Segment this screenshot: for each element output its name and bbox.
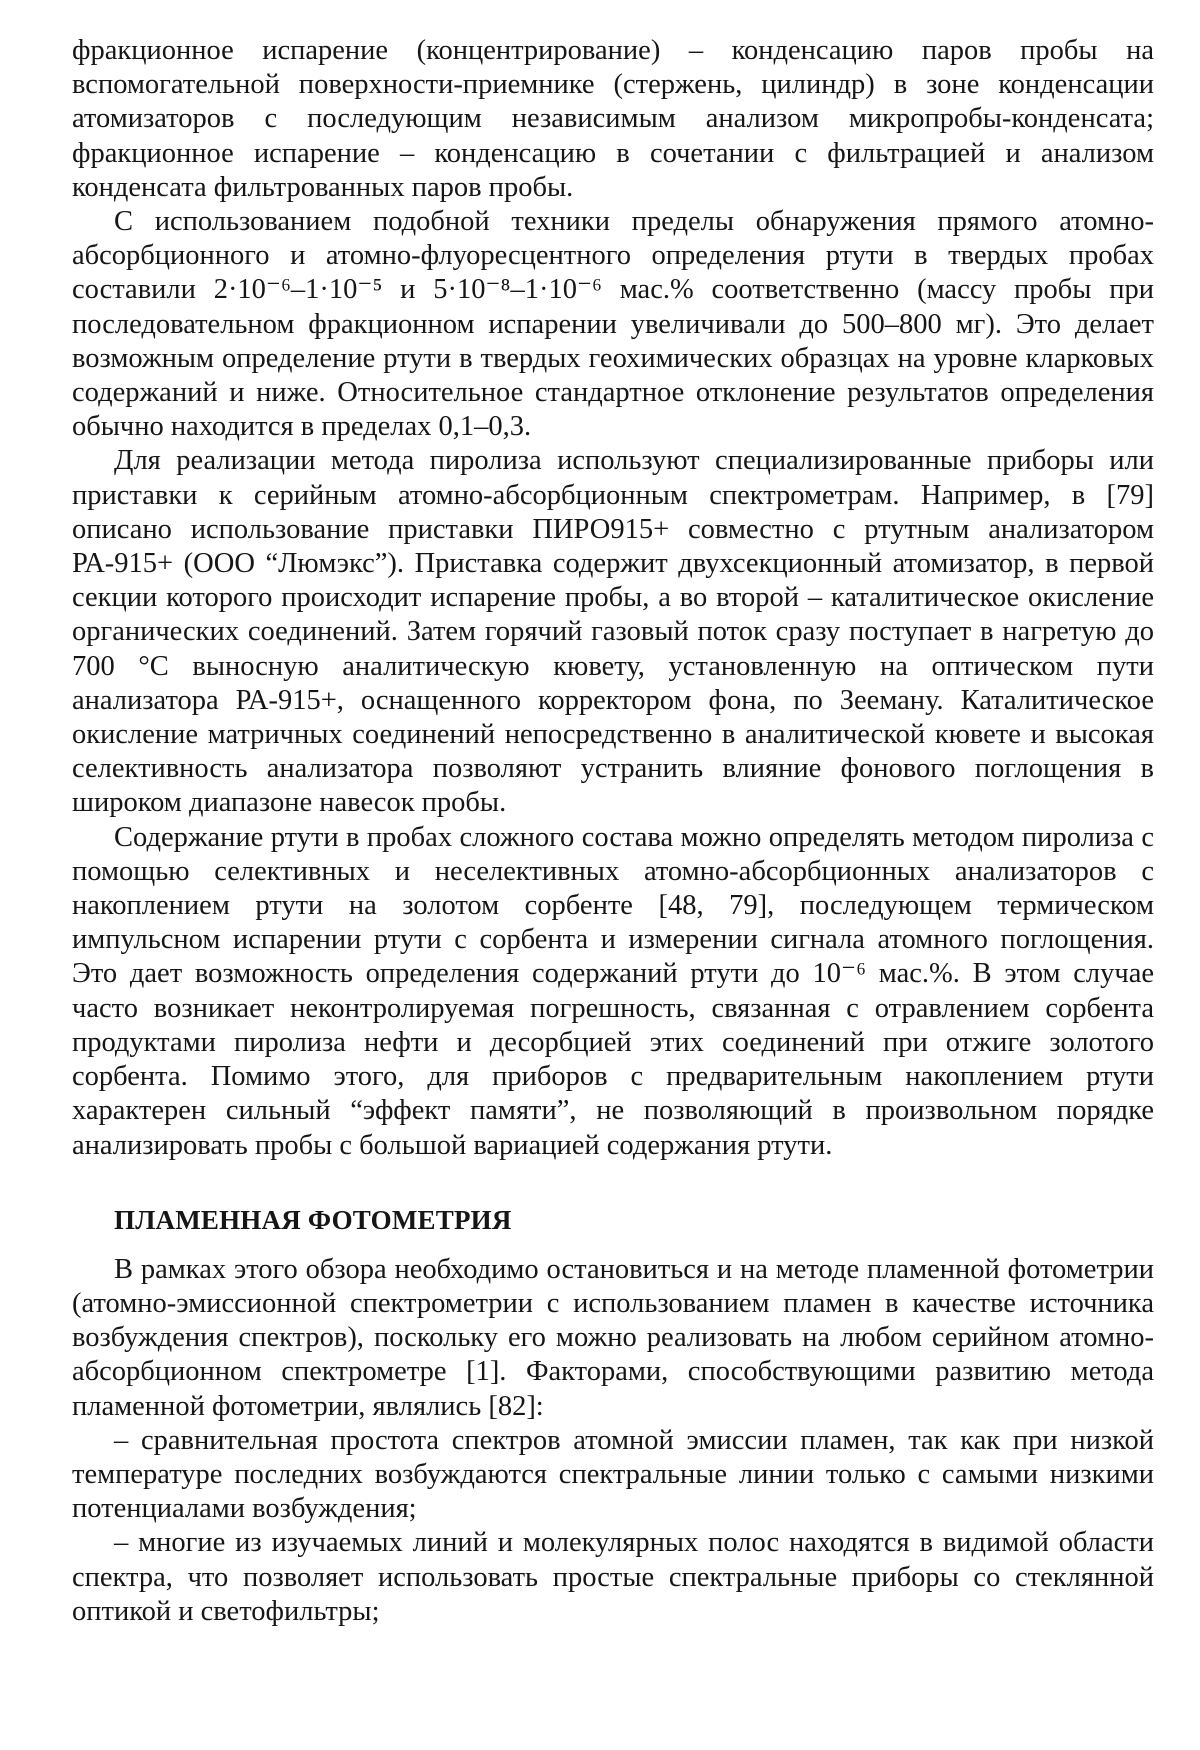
paragraph-gold-sorbent: Содержание ртути в пробах сложного состава можно определять методом пиролиза с помощью селективных и неселективных атомно-абсорбционных анализаторов с накоплением ртути на золотом сорбенте [48, 79], последующем термическом импульсном испарении ртути с сорбента и измерении сигнала атомного поглощения. Это дает возможность определения содержаний ртути до 10⁻⁶ мас.%. В этом случае часто возникает неконтролируемая погрешность, связанная с отравлением сорбента продуктами пиролиза нефти и десорбцией этих соединений при отжиге золотого сорбента. Помимо этого, для приборов с предварительным накоплением ртути характерен сильный “эффект памяти”, не позволяющий в произвольном порядке анализировать пробы с большой вариацией содержания ртути. [72,821,1154,1161]
paragraph-flame-photometry-intro: В рамках этого обзора необходимо остановиться и на методе пламенной фотометрии (атомно-эмиссионной спектрометрии с использованием пламен в качестве источника возбуждения спектров), поскольку его можно реализовать на любом серийном атомно-абсорбционном спектрометре [1]. Факторами, способствующими развитию метода пламенной фотометрии, являлись [82]: [72,1253,1154,1422]
paragraph-pyrolysis-devices: Для реализации метода пиролиза используют специализированные приборы или приставки к серийным атомно-абсорбционным спектрометрам. Например, в [79] описано использование приставки ПИРО915+ совместно с ртутным анализатором РА-915+ (ООО “Люмэкс”). Приставка содержит двухсекционный атомизатор, в первой секции которого происходит испарение пробы, а во второй – каталитическое окисление органических соединений. Затем горячий газовый поток сразу поступает в нагретую до 700 °С выносную аналитическую кювету, установленную на оптическом пути анализатора РА-915+, оснащенного корректором фона, по Зееману. Каталитическое окисление матричных соединений непосредственно в аналитической кювете и высокая селективность анализатора позволяют устранить влияние фонового поглощения в широком диапазоне навесок пробы. [72,445,1154,819]
list-item: – сравнительная простота спектров атомной эмиссии пламен, так как при низкой температуре последних возбуждаются спектральные линии только с самыми низкими потенциалами возбуждения; [72,1424,1154,1525]
paragraph-continuation: фракционное испарение (концентрирование) – конденсацию паров пробы на вспомогательной поверхности-приемнике (стержень, цилиндр) в зоне конденсации атомизаторов с последующим независимым анализом микропробы-конденсата; фракционное испарение – конденсацию в сочетании с фильтрацией и анализом конденсата фильтрованных паров пробы. [72,35,1154,203]
paragraph-detection-limits: С использованием подобной техники пределы обнаружения прямого атомно-абсорбционного и атомно-флуоресцентного определения ртути в твердых пробах составили 2·10⁻⁶–1·10⁻⁵ и 5·10⁻⁸–1·10⁻⁶ мас.% соответственно (массу пробы при последовательном фракционном испарении увеличивали до 500–800 мг). Это делает возможным определение ртути в твердых геохимических образцах на уровне кларковых содержаний и ниже. Относительное стандартное отклонение результатов определения обычно находится в пределах 0,1–0,3. [72,206,1154,443]
section-heading: ПЛАМЕННАЯ ФОТОМЕТРИЯ [114,1204,512,1235]
list-item: – многие из изучаемых линий и молекулярных полос находятся в видимой области спектра, что позволяет использовать простые спектральные приборы со стеклянной оптикой и светофильтры; [72,1527,1154,1627]
